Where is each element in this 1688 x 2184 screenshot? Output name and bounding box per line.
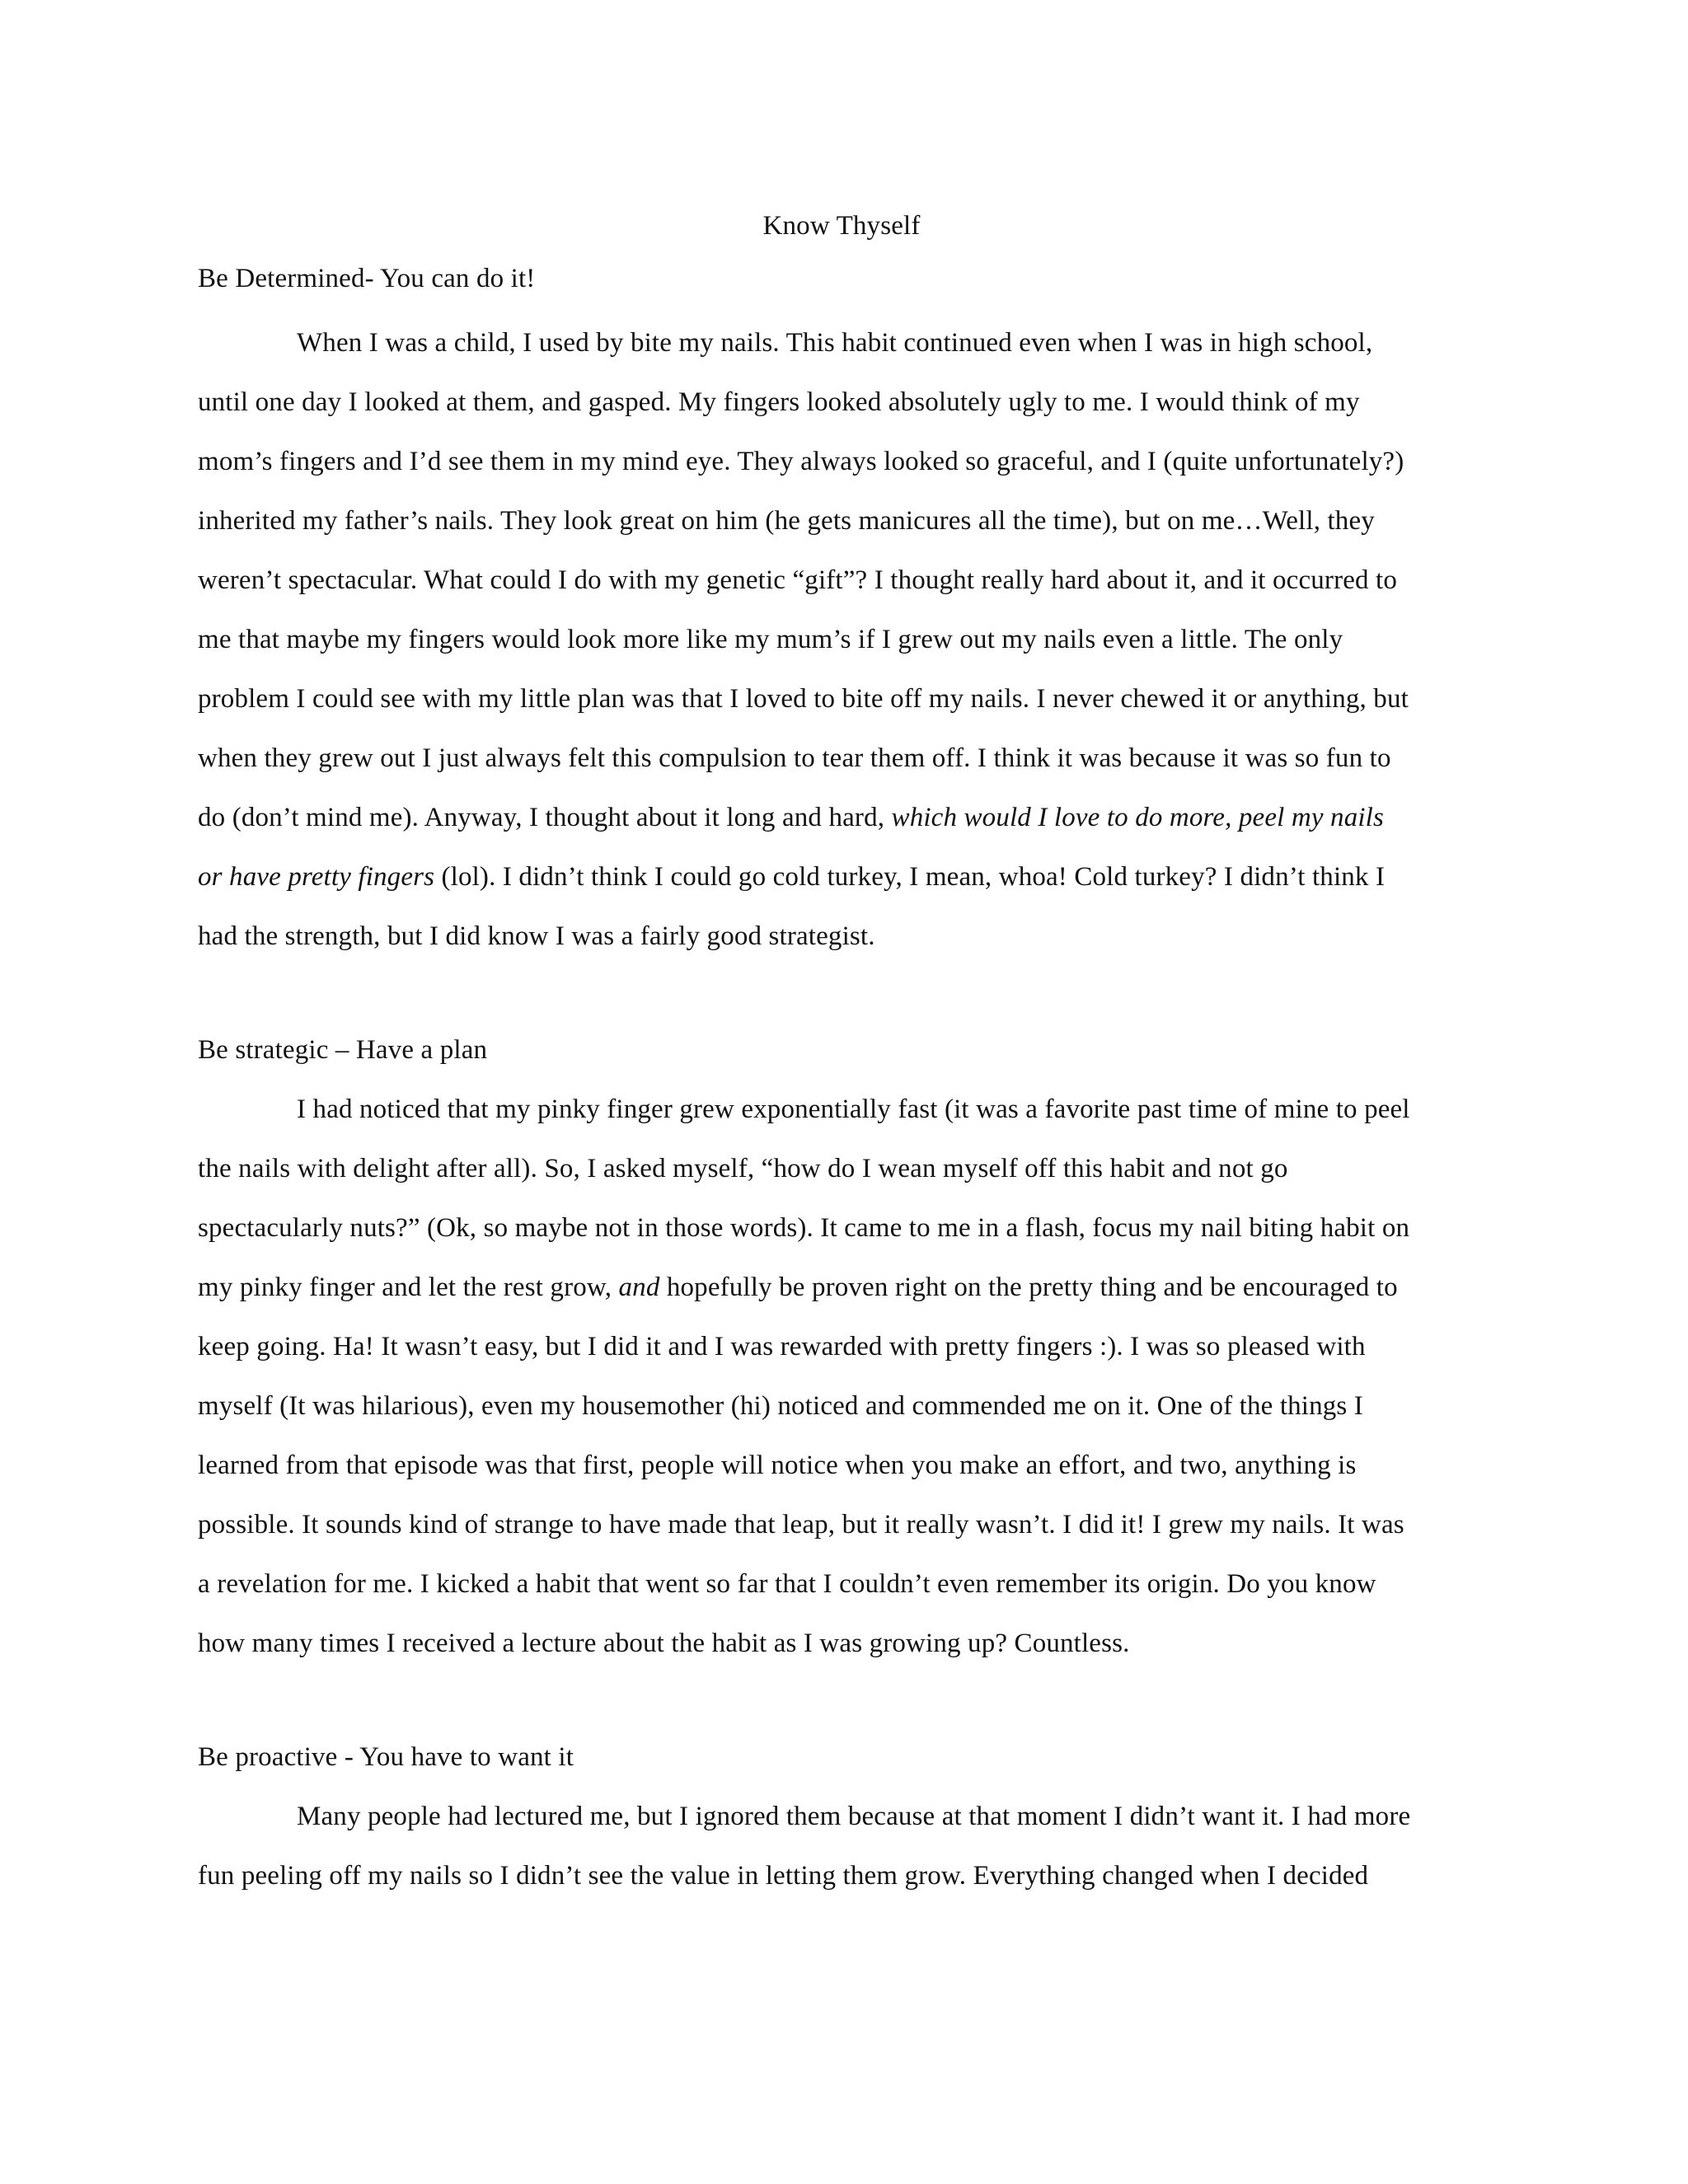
text-line: had the strength, but I did know I was a fairly good strategist. xyxy=(198,921,875,951)
text-line xyxy=(198,1258,1485,1317)
text-run: (lol). I didn’t think I could go cold turkey, I mean, whoa! Cold turkey? I didn’t think I xyxy=(434,862,1386,892)
paragraph xyxy=(198,1080,1485,1673)
text-line: spectacularly nuts?” (Ok, so maybe not in those words). It came to me in a flash, focus my nail biting habit on xyxy=(198,1213,1410,1243)
section-be-strategic xyxy=(198,1020,1485,1673)
section-heading: Be Determined- You can do it! xyxy=(198,264,536,293)
text-run: hopefully be proven right on the pretty thing and be encouraged to xyxy=(659,1272,1398,1302)
document-body xyxy=(198,208,1485,1905)
text-line: myself (It was hilarious), even my housemother (hi) noticed and commended me on it. One of the things I xyxy=(198,1391,1363,1421)
text-line: a revelation for me. I kicked a habit that went so far that I couldn’t even remember its origin. Do you know xyxy=(198,1569,1376,1599)
section-heading: Be proactive - You have to want it xyxy=(198,1742,574,1772)
text-line: me that maybe my fingers would look more like my mum’s if I grew out my nails even a little. The only xyxy=(198,625,1343,654)
text-line: until one day I looked at them, and gasped. My fingers looked absolutely ugly to me. I would think of my xyxy=(198,387,1360,417)
italic-text: which would I love to do more, peel my nails xyxy=(891,803,1384,832)
text-line: Many people had lectured me, but I ignored them because at that moment I didn’t want it. I had more xyxy=(297,1802,1411,1831)
text-line: how many times I received a lecture about the habit as I was growing up? Countless. xyxy=(198,1629,1130,1658)
italic-text: and xyxy=(618,1272,660,1302)
document-title: Know Thyself xyxy=(762,211,921,241)
section-be-proactive xyxy=(198,1727,1485,1905)
text-line: the nails with delight after all). So, I asked myself, “how do I wean myself off this habit and not go xyxy=(198,1154,1288,1183)
section-heading: Be strategic – Have a plan xyxy=(198,1035,488,1065)
text-line: weren’t spectacular. What could I do with my genetic “gift”? I thought really hard about it, and it occurred to xyxy=(198,565,1398,595)
text-line: problem I could see with my little plan was that I loved to bite off my nails. I never chewed it or anything, but xyxy=(198,684,1409,714)
text-run: my pinky finger and let the rest grow, xyxy=(198,1272,619,1302)
paragraph xyxy=(198,313,1485,966)
text-line: inherited my father’s nails. They look great on him (he gets manicures all the time), but on me…Well, they xyxy=(198,506,1375,536)
text-line: keep going. Ha! It wasn’t easy, but I did it and I was rewarded with pretty fingers :). I was so pleased with xyxy=(198,1332,1366,1361)
text-line: when they grew out I just always felt this compulsion to tear them off. I think it was because it was so fun to xyxy=(198,743,1391,773)
section-be-determined xyxy=(198,260,1485,966)
text-line: I had noticed that my pinky finger grew exponentially fast (it was a favorite past time of mine to peel xyxy=(297,1094,1410,1124)
text-line: learned from that episode was that first, people will notice when you make an effort, and two, anything is xyxy=(198,1451,1357,1480)
text-line xyxy=(198,788,1485,847)
text-run: do (don’t mind me). Anyway, I thought about it long and hard, xyxy=(198,803,892,832)
paragraph xyxy=(198,1787,1485,1905)
italic-text: or have pretty fingers xyxy=(198,862,435,892)
text-line: mom’s fingers and I’d see them in my mind eye. They always looked so graceful, and I (quite unfortunately?) xyxy=(198,447,1404,476)
text-line xyxy=(198,847,1485,907)
text-line: fun peeling off my nails so I didn’t see the value in letting them grow. Everything changed when I decided xyxy=(198,1861,1369,1891)
text-line: possible. It sounds kind of strange to have made that leap, but it really wasn’t. I did it! I grew my nails. It was xyxy=(198,1510,1404,1540)
text-line: When I was a child, I used by bite my nails. This habit continued even when I was in high school, xyxy=(297,328,1373,358)
